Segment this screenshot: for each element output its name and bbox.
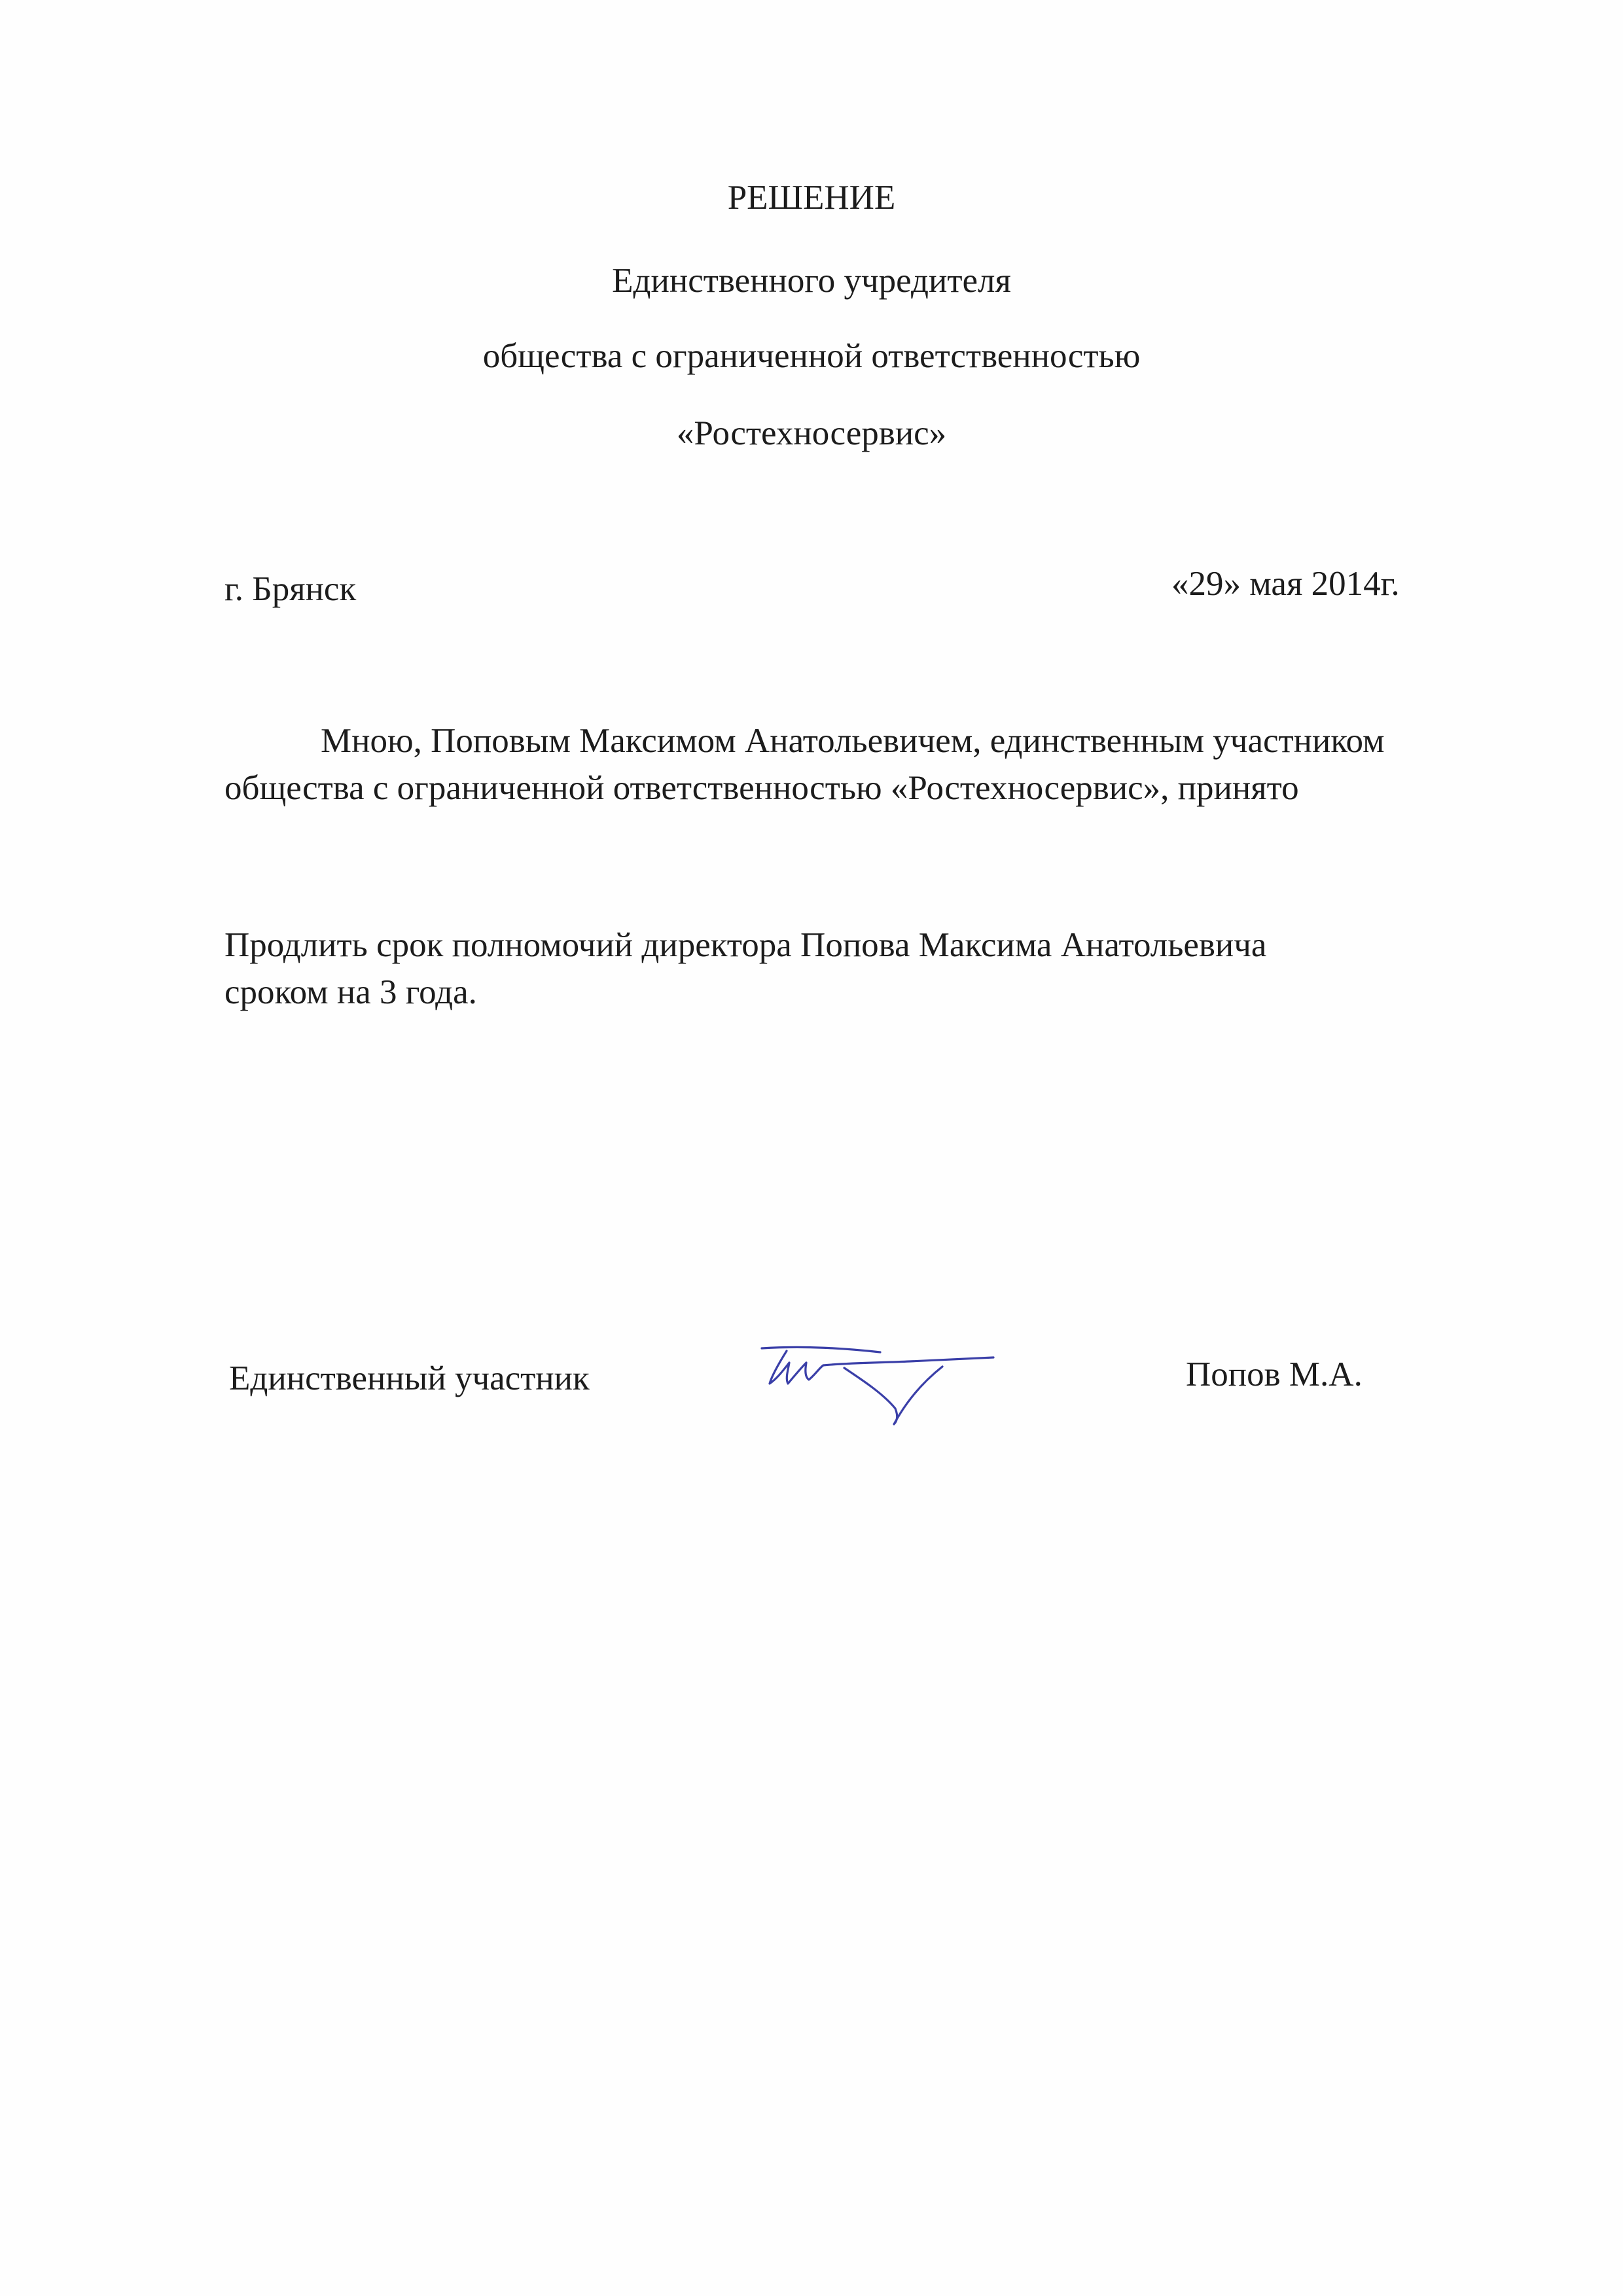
city: г. Брянск (224, 570, 357, 608)
document-subtitle-line-2: общества с ограниченной ответственностью (482, 337, 1141, 375)
signer-name: Попов М.А. (1186, 1355, 1363, 1393)
document-subtitle-line-1: Единственного учредителя (612, 262, 1011, 300)
company-name: «Ростехносервис» (676, 414, 947, 452)
handwritten-signature (746, 1329, 1008, 1433)
document-title: РЕШЕНИЕ (727, 179, 896, 217)
decision-text-line-1: Продлить срок полномочий директора Попова Максима Анатольевича (224, 926, 1267, 964)
signer-role: Единственный участник (229, 1359, 590, 1397)
document-date: «29» мая 2014г. (1171, 565, 1400, 603)
intro-text-line-2: общества с ограниченной ответственностью «Ростехносервис», принято (224, 769, 1299, 807)
decision-text-line-2: сроком на 3 года. (224, 973, 477, 1011)
intro-text-line-1: Мною, Поповым Максимом Анатольевичем, единственным участником (321, 722, 1385, 760)
